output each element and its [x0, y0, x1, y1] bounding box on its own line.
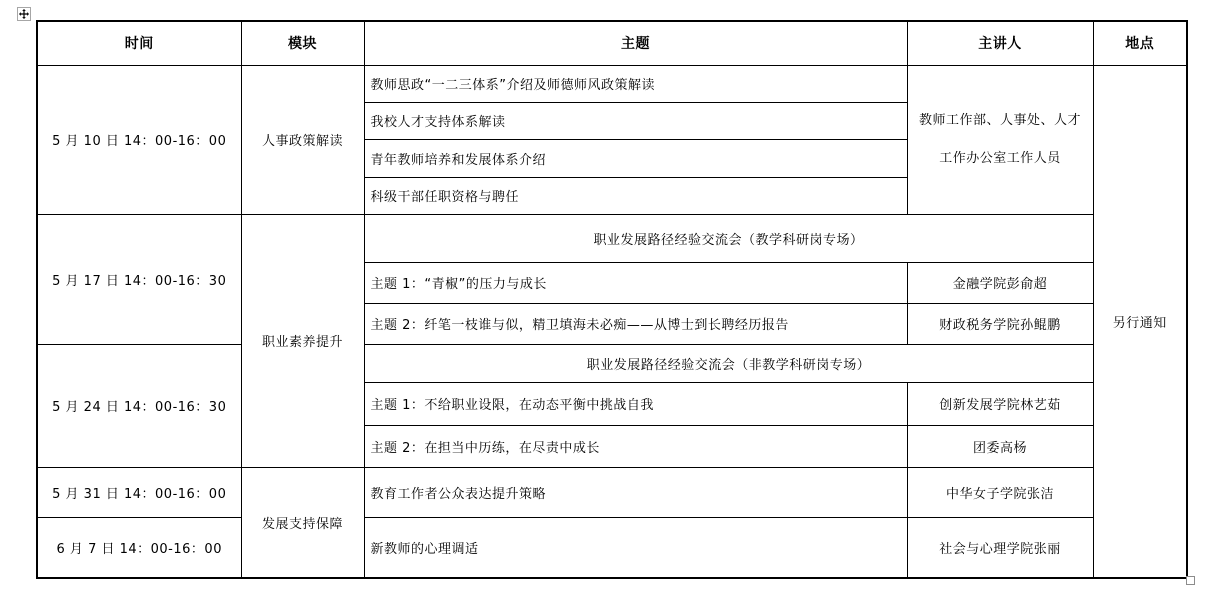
training-schedule-table [36, 20, 1188, 579]
time-cell-jun7[interactable]: 6 月 7 日 14：00-16：00 [37, 517, 241, 578]
topic-cell[interactable]: 主题 2：纤笔一枝谁与似，精卫填海未必痴——从博士到长聘经历报告 [364, 303, 907, 344]
location-cell[interactable]: 另行通知 [1093, 65, 1187, 578]
table-row [37, 517, 1187, 578]
table-row [37, 65, 1187, 102]
four-way-move-arrow-icon [19, 9, 29, 19]
column-header-time[interactable]: 时间 [37, 21, 241, 65]
module-cell-quality[interactable]: 职业素养提升 [241, 214, 364, 467]
column-header-module[interactable]: 模块 [241, 21, 364, 65]
speaker-cell[interactable]: 财政税务学院孙鲲鹏 [907, 303, 1093, 344]
topic-cell[interactable]: 教师思政“一二三体系”介绍及师德师风政策解读 [364, 65, 907, 102]
session-header-cell[interactable]: 职业发展路径经验交流会（教学科研岗专场） [364, 214, 1093, 262]
speaker-cell[interactable]: 社会与心理学院张丽 [907, 517, 1093, 578]
speaker-cell[interactable]: 创新发展学院林艺茹 [907, 382, 1093, 425]
module-cell-support[interactable]: 发展支持保障 [241, 467, 364, 578]
speaker-cell[interactable]: 中华女子学院张洁 [907, 467, 1093, 517]
speaker-cell[interactable]: 金融学院彭俞超 [907, 262, 1093, 303]
speaker-cell[interactable]: 团委高杨 [907, 425, 1093, 467]
topic-cell[interactable]: 教育工作者公众表达提升策略 [364, 467, 907, 517]
topic-cell[interactable]: 我校人才支持体系解读 [364, 102, 907, 139]
topic-cell[interactable]: 青年教师培养和发展体系介绍 [364, 139, 907, 177]
column-header-location[interactable]: 地点 [1093, 21, 1187, 65]
time-cell-may24[interactable]: 5 月 24 日 14：00-16：30 [37, 344, 241, 467]
table-row [37, 344, 1187, 382]
topic-cell[interactable]: 主题 1：“青椒”的压力与成长 [364, 262, 907, 303]
topic-cell[interactable]: 科级干部任职资格与聘任 [364, 177, 907, 214]
topic-cell[interactable]: 主题 2：在担当中历练，在尽责中成长 [364, 425, 907, 467]
topic-cell[interactable]: 主题 1：不给职业设限，在动态平衡中挑战自我 [364, 382, 907, 425]
table-resize-handle[interactable] [1186, 576, 1195, 585]
session-header-cell[interactable]: 职业发展路径经验交流会（非教学科研岗专场） [364, 344, 1093, 382]
topic-cell[interactable]: 新教师的心理调适 [364, 517, 907, 578]
column-header-speaker[interactable]: 主讲人 [907, 21, 1093, 65]
time-cell-may10[interactable]: 5 月 10 日 14：00-16：00 [37, 65, 241, 214]
column-header-topic[interactable]: 主题 [364, 21, 907, 65]
module-cell-policy[interactable]: 人事政策解读 [241, 65, 364, 214]
time-cell-may31[interactable]: 5 月 31 日 14：00-16：00 [37, 467, 241, 517]
time-cell-may17[interactable]: 5 月 17 日 14：00-16：30 [37, 214, 241, 344]
table-move-handle[interactable] [17, 7, 31, 21]
table-row [37, 214, 1187, 262]
speaker-cell[interactable]: 教师工作部、人事处、人才工作办公室工作人员 [907, 65, 1093, 214]
table-header-row [37, 21, 1187, 65]
table-row [37, 467, 1187, 517]
